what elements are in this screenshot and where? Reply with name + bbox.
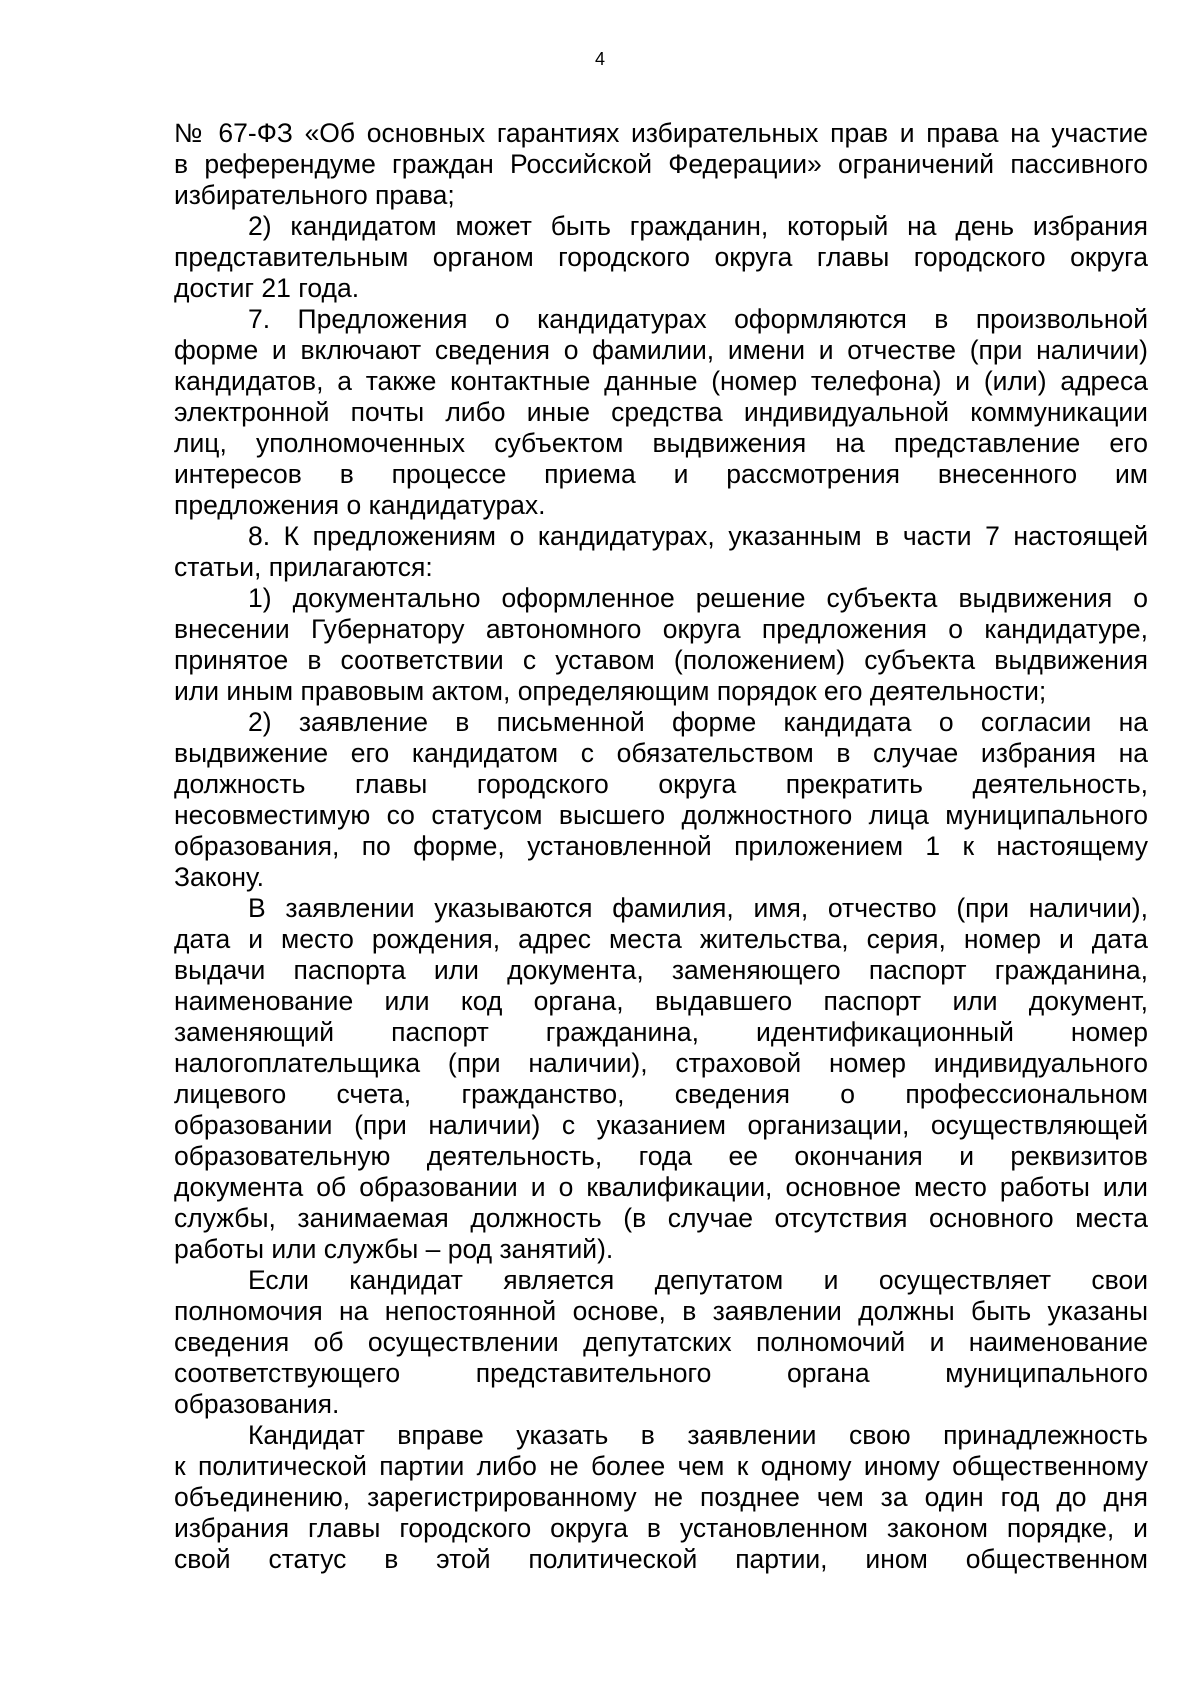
text-line: № 67-ФЗ «Об основных гарантиях избирательных прав и права на участие <box>174 118 1148 148</box>
text-line: предложения о кандидатурах. <box>174 490 546 520</box>
text-line: 2) заявление в письменной форме кандидата о согласии на <box>248 707 1148 737</box>
text-line: или иным правовым актом, определяющим порядок его деятельности; <box>174 676 1047 706</box>
text-line: к политической партии либо не более чем к одному иному общественному <box>174 1451 1148 1481</box>
text-line: 2) кандидатом может быть гражданин, который на день избрания <box>248 211 1148 241</box>
text-line: заменяющий паспорт гражданина, идентификационный номер <box>174 1017 1148 1047</box>
text-line: соответствующего представительного органа муниципального <box>174 1358 1148 1388</box>
text-line: 1) документально оформленное решение субъекта выдвижения о <box>248 583 1148 613</box>
text-line: Закону. <box>174 862 264 892</box>
text-line: выдачи паспорта или документа, заменяющего паспорт гражданина, <box>174 955 1148 985</box>
page-number: 4 <box>594 49 605 69</box>
text-line: образовании (при наличии) с указанием организации, осуществляющей <box>174 1110 1148 1140</box>
text-line: дата и место рождения, адрес места жительства, серия, номер и дата <box>174 924 1148 954</box>
text-line: объединению, зарегистрированному не позднее чем за один год до дня <box>174 1482 1148 1512</box>
text-line: документа об образовании и о квалификации, основное место работы или <box>174 1172 1148 1202</box>
text-line: образования. <box>174 1389 340 1419</box>
text-line: налогоплательщика (при наличии), страховой номер индивидуального <box>174 1048 1148 1078</box>
text-line: интересов в процессе приема и рассмотрения внесенного им <box>174 459 1148 489</box>
text-line: работы или службы – род занятий). <box>174 1234 614 1264</box>
text-line: свой статус в этой политической партии, ином общественном <box>174 1544 1148 1574</box>
text-line: образования, по форме, установленной приложением 1 к настоящему <box>174 831 1148 861</box>
text-line: кандидатов, а также контактные данные (номер телефона) и (или) адреса <box>174 366 1148 396</box>
text-line: сведения об осуществлении депутатских полномочий и наименование <box>174 1327 1148 1357</box>
text-line: В заявлении указываются фамилия, имя, отчество (при наличии), <box>248 893 1148 923</box>
text-line: лиц, уполномоченных субъектом выдвижения на представление его <box>174 428 1148 458</box>
text-line: форме и включают сведения о фамилии, имени и отчестве (при наличии) <box>174 335 1148 365</box>
text-line: наименование или код органа, выдавшего паспорт или документ, <box>174 986 1148 1016</box>
text-line: несовместимую со статусом высшего должностного лица муниципального <box>174 800 1148 830</box>
text-line: должность главы городского округа прекратить деятельность, <box>174 769 1148 799</box>
text-line: избрания главы городского округа в установленном законом порядке, и <box>174 1513 1148 1543</box>
text-line: принятое в соответствии с уставом (положением) субъекта выдвижения <box>174 645 1148 675</box>
text-line: Кандидат вправе указать в заявлении свою принадлежность <box>248 1420 1148 1450</box>
text-line: службы, занимаемая должность (в случае отсутствия основного места <box>174 1203 1148 1233</box>
text-line: внесении Губернатору автономного округа предложения о кандидатуре, <box>174 614 1148 644</box>
text-line: в референдуме граждан Российской Федерации» ограничений пассивного <box>174 149 1148 179</box>
text-line: избирательного права; <box>174 180 455 210</box>
text-line: 7. Предложения о кандидатурах оформляются в произвольной <box>248 304 1148 334</box>
text-line: представительным органом городского округа главы городского округа <box>174 242 1148 272</box>
text-line: Если кандидат является депутатом и осуществляет свои <box>248 1265 1148 1295</box>
text-line: выдвижение его кандидатом с обязательством в случае избрания на <box>174 738 1148 768</box>
text-line: достиг 21 года. <box>174 273 360 303</box>
text-line: электронной почты либо иные средства индивидуальной коммуникации <box>174 397 1148 427</box>
document-body <box>174 118 1148 1575</box>
text-line: полномочия на непостоянной основе, в заявлении должны быть указаны <box>174 1296 1148 1326</box>
text-line: статьи, прилагаются: <box>174 552 433 582</box>
text-line: образовательную деятельность, года ее окончания и реквизитов <box>174 1141 1148 1171</box>
text-line: лицевого счета, гражданство, сведения о профессиональном <box>174 1079 1148 1109</box>
text-line: 8. К предложениям о кандидатурах, указанным в части 7 настоящей <box>248 521 1148 551</box>
